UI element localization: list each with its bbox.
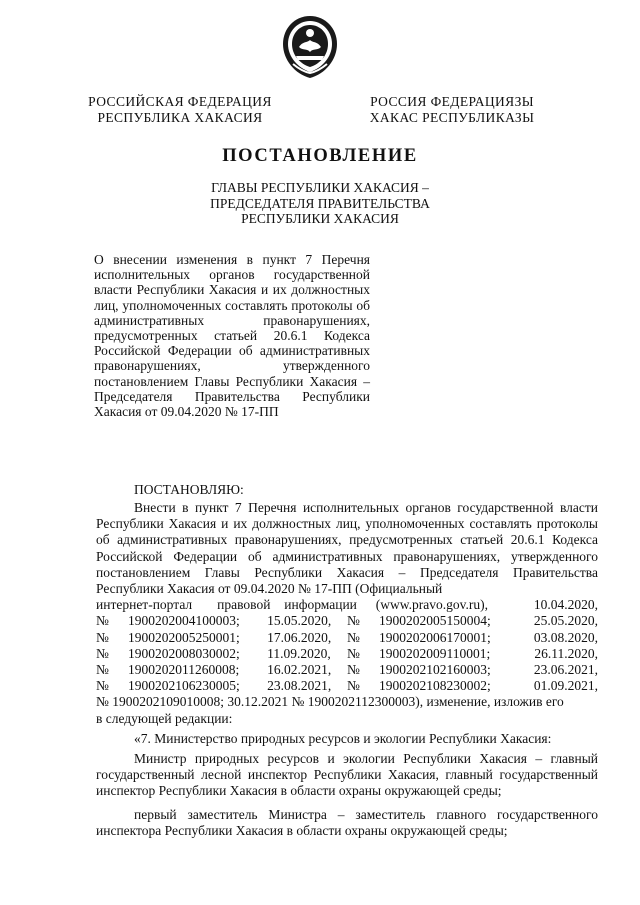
table-row <box>96 662 598 678</box>
table-cell: 1900202108230002; <box>378 678 491 694</box>
table-row <box>96 646 598 662</box>
header-left-line1: РОССИЙСКАЯ ФЕДЕРАЦИЯ <box>88 94 272 109</box>
table-cell: 1900202005250001; <box>128 629 240 645</box>
table-cell: № <box>346 678 360 694</box>
paragraph-1-tail-line: № 1900202109010008; 30.12.2021 № 1900202112300003), изменение, изложив его <box>96 694 564 710</box>
authority-line2: ПРЕДСЕДАТЕЛЯ ПРАВИТЕЛЬСТВА <box>210 195 430 211</box>
document-body <box>96 500 598 839</box>
header-right-line1: РОССИЯ ФЕДЕРАЦИЯЗЫ <box>370 94 534 109</box>
table-cell: 1900202006170001; <box>378 629 491 645</box>
table-cell: № <box>346 629 360 645</box>
document-subject: О внесении изменения в пункт 7 Перечня исполнительных органов государственной власти Республики Хакасия и их должностных лиц, уполномоченных составлять протоколы об административных правонарушениях, предусмотренных статьей 20.6.1 Кодекса Российской Федерации об административных правонарушениях, утвержденного постановлением Главы Республики Хакасия – Председателя Правительства Республики Хакасия от 09.04.2020 № 17-ПП <box>94 252 370 420</box>
table-cell: 1900202011260008; <box>128 662 240 678</box>
table-cell: № <box>96 645 109 661</box>
table-cell: № <box>346 613 360 629</box>
registration-table <box>96 613 598 694</box>
paragraph-4: первый заместитель Министра – заместитель главного государственного инспектора Республики Хакасия в области охраны окружающей среды; <box>96 806 598 838</box>
table-cell: № <box>346 662 360 678</box>
table-cell: 17.06.2020, <box>267 629 332 645</box>
table-row <box>96 630 598 646</box>
publication-registry <box>96 597 598 613</box>
table-cell: 1900202008030002; <box>128 645 240 661</box>
header-left-line2: РЕСПУБЛИКА ХАКАСИЯ <box>97 110 263 125</box>
table-cell: 03.08.2020, <box>533 629 598 645</box>
authority-line1: ГЛАВЫ РЕСПУБЛИКИ ХАКАСИЯ – <box>211 180 429 195</box>
table-cell: № <box>96 678 109 694</box>
portal-cell-2: правовой <box>217 597 271 613</box>
header-right-line2: ХАКАС РЕСПУБЛИКАЗЫ <box>369 110 535 125</box>
header-left <box>84 94 276 126</box>
table-cell: 11.09.2020, <box>267 645 331 661</box>
paragraph-1-intro: Внести в пункт 7 Перечня исполнительных органов государственной власти Республики Хакасия и их должностных лиц, уполномоченных составлять протоколы об административных правонарушениях, предусмотренных статьей 20.6.1 Кодекса Российской Федерации об административных правонарушениях, утвержденного постановлением Главы Республики Хакасия – Председателя Правительства Республики Хакасия от 09.04.2020 № 17-ПП (Официальный <box>96 500 598 597</box>
paragraph-1-tail-end: в следующей редакции: <box>96 710 233 726</box>
table-cell: 1900202009110001; <box>378 645 491 661</box>
table-cell: 23.06.2021, <box>533 662 598 678</box>
table-cell: 1900202005150004; <box>378 613 491 629</box>
portal-cell-4: (www.pravo.gov.ru), <box>375 597 488 613</box>
paragraph-2: «7. Министерство природных ресурсов и экологии Республики Хакасия: <box>134 730 552 746</box>
table-cell: 01.09.2021, <box>533 678 598 694</box>
table-cell: № <box>96 629 109 645</box>
document-type-title: ПОСТАНОВЛЕНИЕ <box>222 146 418 166</box>
table-row <box>96 678 598 694</box>
table-cell: 15.05.2020, <box>267 613 332 629</box>
decree-word: ПОСТАНОВЛЯЮ: <box>134 482 244 497</box>
issuing-authority <box>170 180 470 227</box>
table-cell: 25.05.2020, <box>533 613 598 629</box>
table-cell: 16.02.2021, <box>267 662 332 678</box>
table-cell: 1900202102160003; <box>378 662 491 678</box>
header-right <box>356 94 548 126</box>
portal-row <box>96 597 598 613</box>
table-cell: № <box>96 662 109 678</box>
portal-cell-1: интернет-портал <box>96 597 193 613</box>
authority-line3: РЕСПУБЛИКИ ХАКАСИЯ <box>241 211 399 226</box>
portal-cell-5: 10.04.2020, <box>533 597 598 613</box>
table-row <box>96 613 598 629</box>
table-cell: 23.08.2021, <box>267 678 332 694</box>
table-cell: 1900202004100003; <box>128 613 240 629</box>
table-cell: № <box>346 645 360 661</box>
paragraph-3: Министр природных ресурсов и экологии Республики Хакасия – главный государственный лесной инспектор Республики Хакасия, главный государственный инспектор Республики Хакасия в области охраны окружающей среды; <box>96 751 598 799</box>
republic-of-khakassia-emblem-icon <box>279 14 341 80</box>
table-cell: № <box>96 613 109 629</box>
portal-cell-3: информации <box>284 597 357 613</box>
table-cell: 1900202106230005; <box>128 678 240 694</box>
table-cell: 26.11.2020, <box>534 645 598 661</box>
